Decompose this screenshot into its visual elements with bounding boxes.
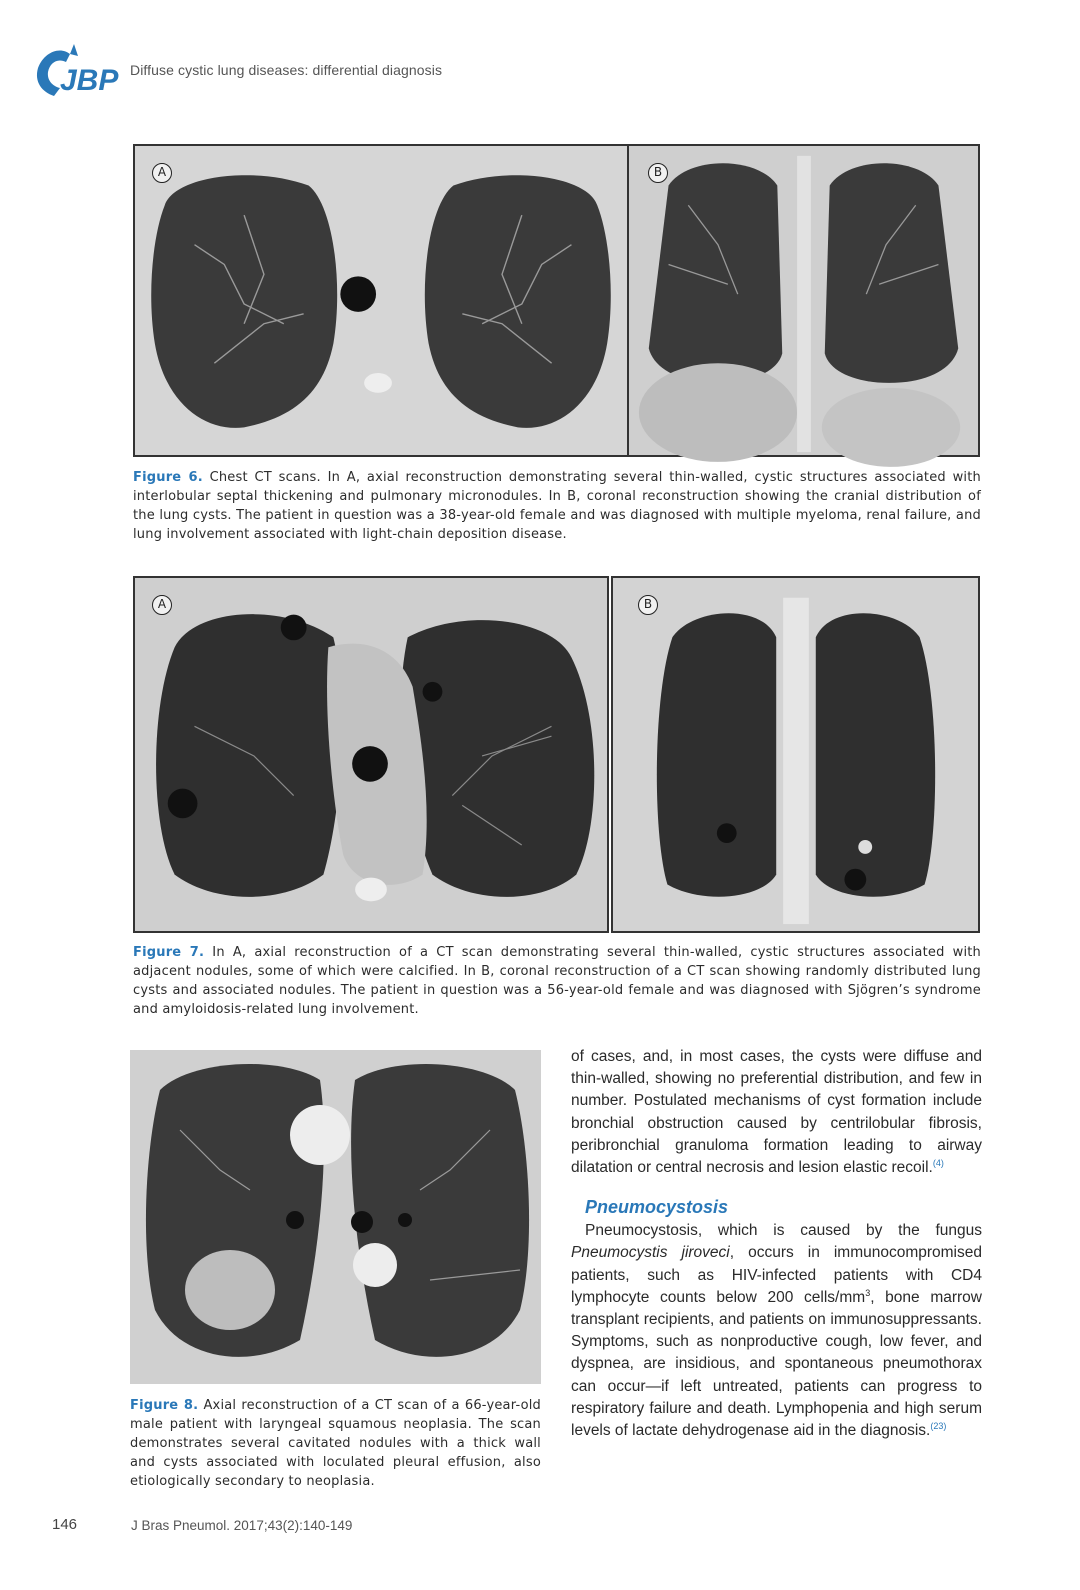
species-name: Pneumocystis jiroveci	[571, 1244, 730, 1262]
figure-7-panel-b	[611, 576, 980, 933]
panel-label-b: B	[638, 595, 658, 615]
lung-logo-icon	[30, 42, 119, 100]
figure-6-panel-a	[133, 144, 629, 457]
panel-label-b: B	[648, 163, 668, 183]
panel-label-a: A	[152, 595, 172, 615]
section-heading: Pneumocystosis	[585, 1197, 729, 1218]
ct-axial-image	[135, 578, 607, 931]
paragraph	[571, 1046, 982, 1179]
figure-7-panel-a	[133, 576, 609, 933]
ct-axial-image	[130, 1050, 541, 1384]
svg-text:JBP: JBP	[60, 64, 119, 97]
paragraph-text: of cases, and, in most cases, the cysts were diffuse and thin-walled, showing no preferential distribution, and few in number. Postulated mechanisms of cyst formation include bronchial obstruction caused by centrilobular fibrosis, peribronchial granuloma formation leading to airway dilatation or central necrosis and lesion elastic recoil.	[571, 1048, 982, 1177]
journal-citation: J Bras Pneumol. 2017;43(2):140-149	[131, 1518, 353, 1533]
ct-coronal-image	[613, 578, 978, 931]
figure-8-caption-text: Axial reconstruction of a CT scan of a 66-year-old male patient with laryngeal squamous neoplasia. The scan demonstrates several cavitated nodules with a thick wall and cysts associated with loculated pleural effusion, also etiologically secondary to neoplasia.	[130, 1398, 541, 1489]
running-title: Diffuse cystic lung diseases: differential diagnosis	[130, 62, 443, 78]
paragraph	[571, 1220, 982, 1442]
paragraph-text: , occurs in immunocompromised patients, such as HIV-infected patients with CD4 lymphocyte counts below 200 cells/mm	[571, 1244, 982, 1306]
figure-7-caption-text: In A, axial reconstruction of a CT scan demonstrating several thin-walled, cystic structures associated with adjacent nodules, some of which were calcified. In B, coronal reconstruction of a CT scan showing randomly distributed lung cysts and associated nodules. The patient in question was a 56-year-old female and was diagnosed with Sjögren’s syndrome and amyloidosis-related lung involvement.	[133, 945, 981, 1017]
figure-8-caption	[130, 1396, 541, 1491]
reference-link[interactable]: (23)	[930, 1420, 947, 1431]
superscript: 3	[865, 1287, 871, 1298]
panel-label-a: A	[152, 163, 172, 183]
figure-8-panel	[130, 1050, 541, 1384]
ct-axial-image	[135, 146, 627, 455]
journal-logo	[30, 42, 119, 100]
figure-6-label: Figure 6.	[133, 470, 203, 485]
figure-6-caption-text: Chest CT scans. In A, axial reconstruction demonstrating several thin-walled, cystic structures associated with interlobular septal thickening and pulmonary micronodules. In B, coronal reconstruction showing the cranial distribution of the lung cysts. The patient in question was a 38-year-old female and was diagnosed with multiple myeloma, renal failure, and lung involvement associated with light-chain deposition disease.	[133, 470, 981, 542]
paragraph-text: , bone marrow transplant recipients, and patients on immunosuppressants. Symptoms, such as nonproductive cough, low fever, and dyspnea, are insidious, and spontaneous pneumothorax can occur—if left untreated, patients can progress to respiratory failure and death. Lymphopenia and high serum levels of lactate dehydrogenase aid in the diagnosis.	[571, 1288, 982, 1440]
ct-coronal-image	[629, 146, 978, 455]
reference-link[interactable]: (4)	[932, 1157, 944, 1168]
figure-6-caption	[133, 468, 981, 544]
figure-6-panel-b	[627, 144, 980, 457]
figure-7-caption	[133, 943, 981, 1019]
paragraph-text: Pneumocystosis, which is caused by the fungus	[585, 1222, 982, 1240]
figure-8-label: Figure 8.	[130, 1398, 199, 1413]
page-number: 146	[52, 1516, 78, 1533]
figure-7-label: Figure 7.	[133, 945, 205, 960]
body-text-column	[571, 1046, 982, 1442]
